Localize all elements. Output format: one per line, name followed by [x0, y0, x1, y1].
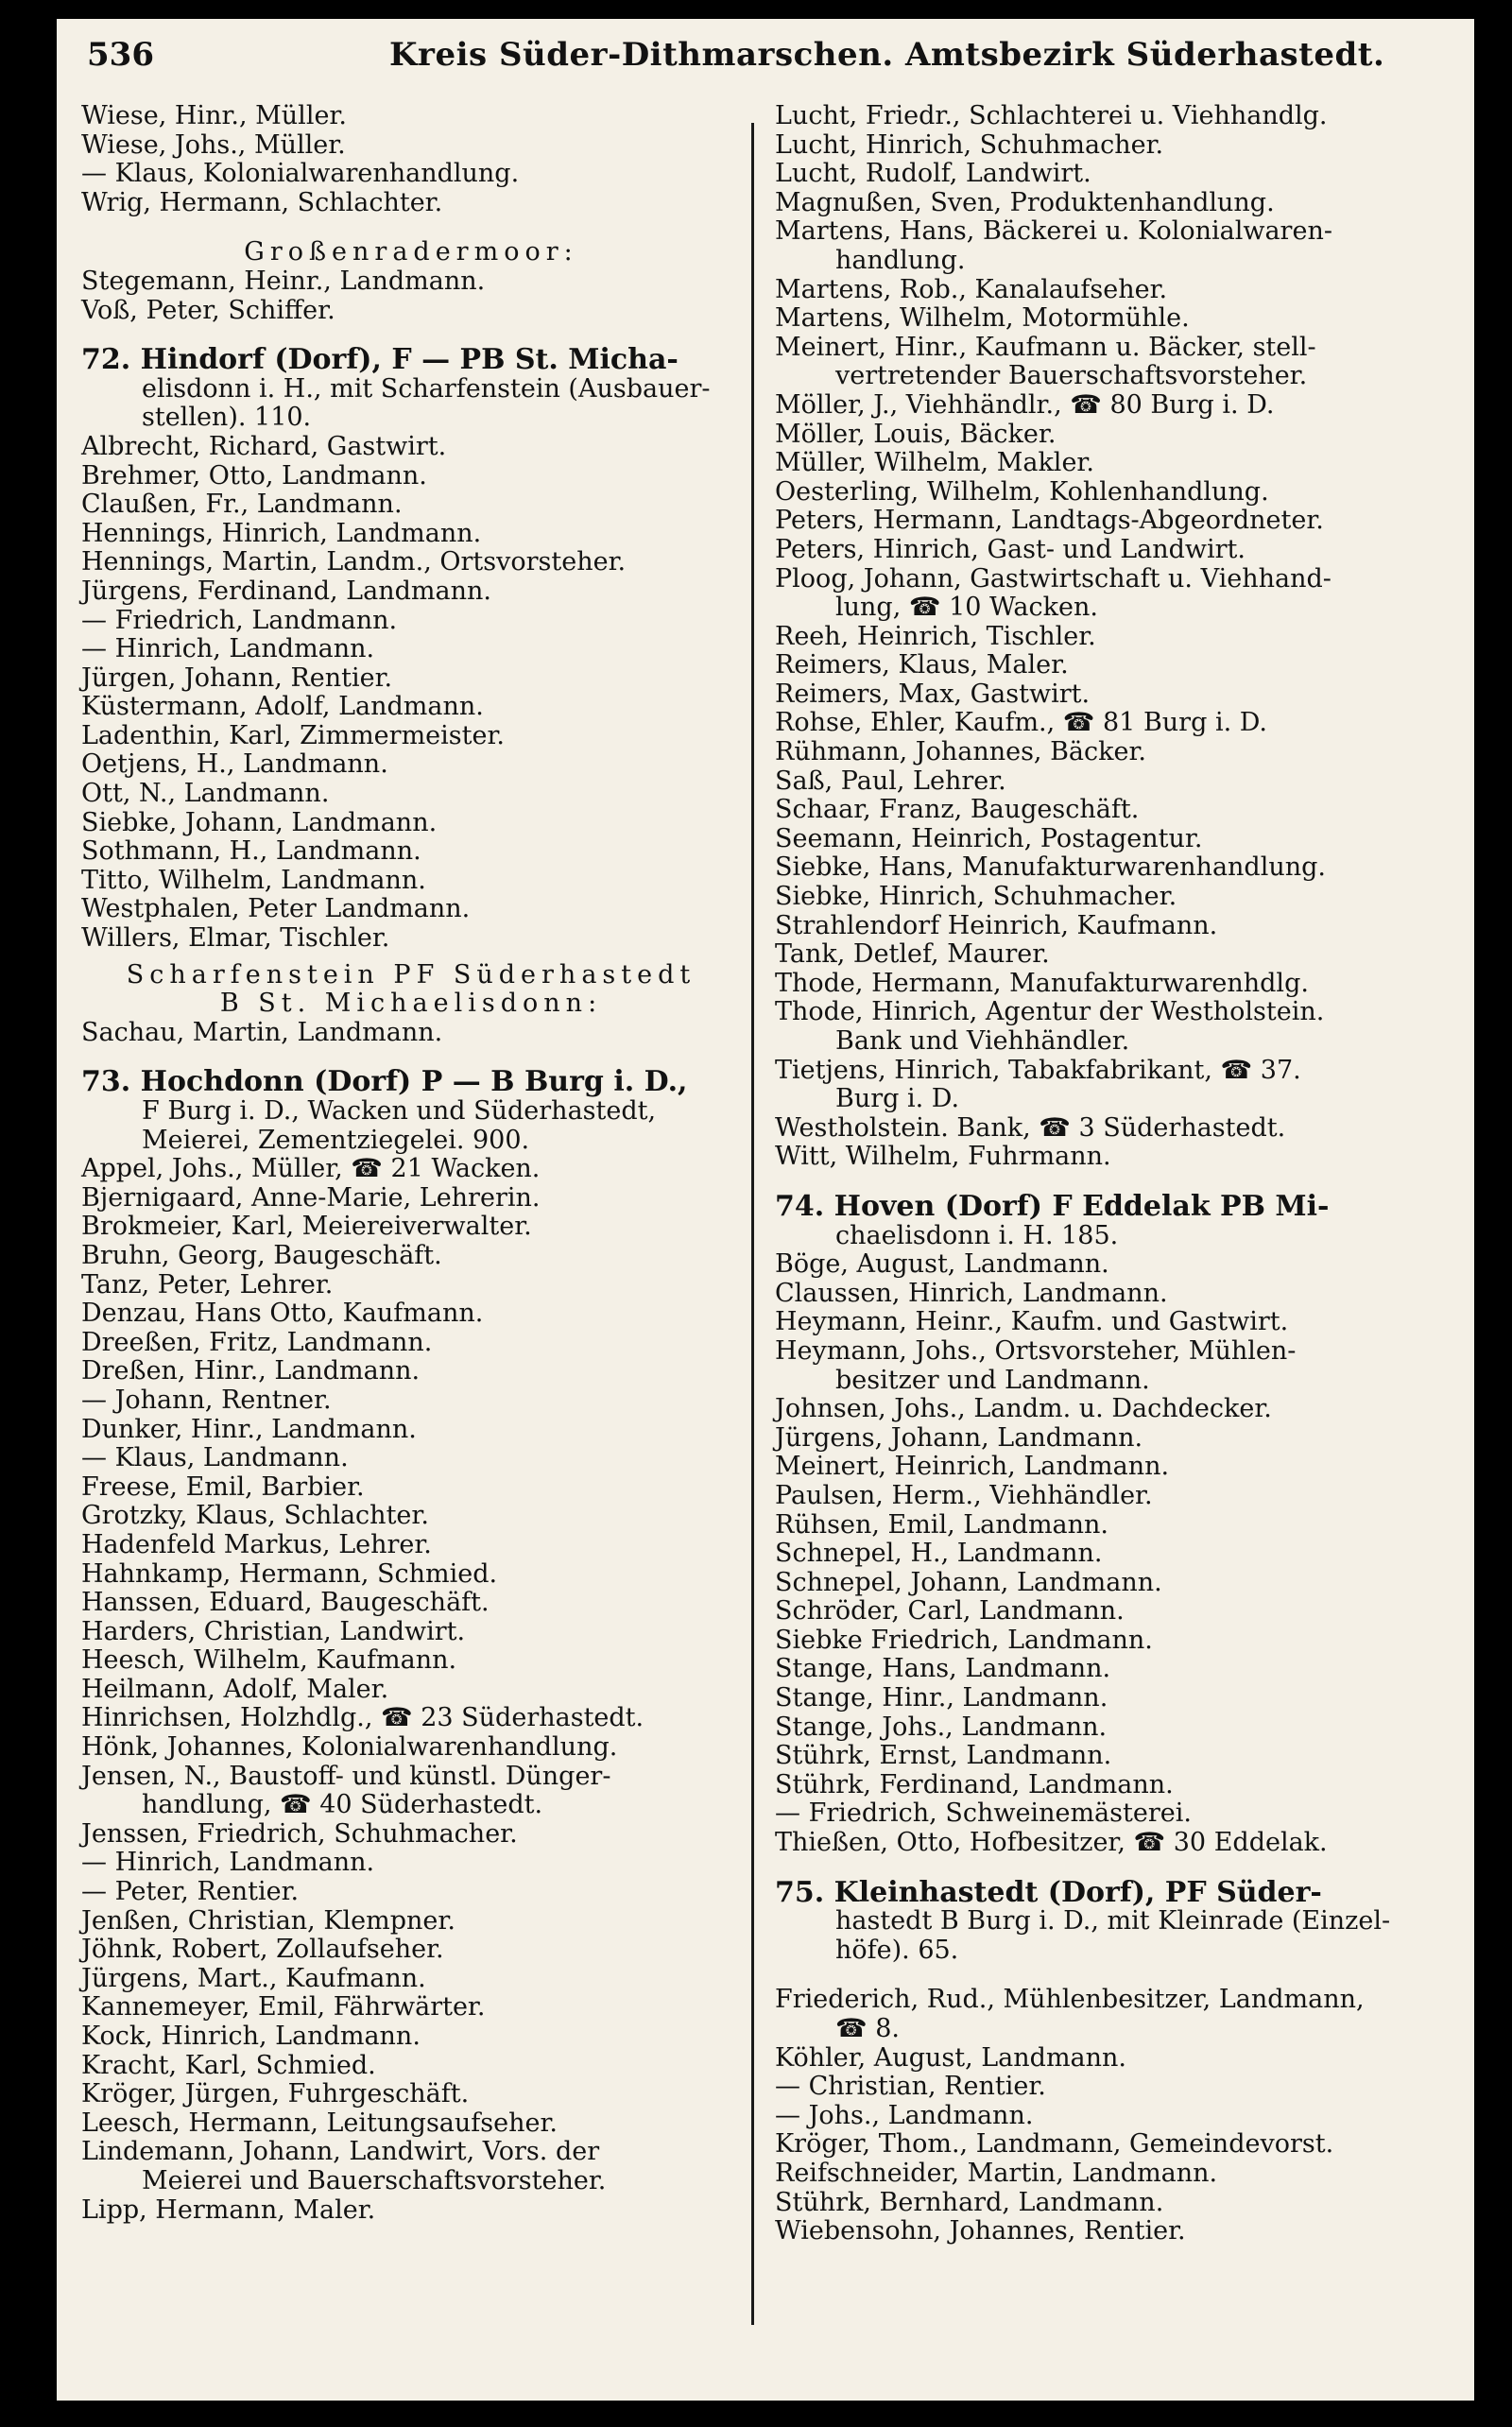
- directory-entry: Siebke, Hans, Manufakturwarenhandlung.: [775, 852, 1326, 883]
- directory-entry: Möller, J., Viehhändlr., ☎ 80 Burg i. D.: [775, 389, 1275, 420]
- directory-entry: Hadenfeld Markus, Lehrer.: [81, 1529, 432, 1559]
- directory-entry: Seemann, Heinrich, Postagentur.: [775, 823, 1203, 853]
- page-number: 536: [87, 36, 154, 74]
- directory-entry: Küstermann, Adolf, Landmann.: [81, 692, 484, 722]
- directory-entry: Magnußen, Sven, Produktenhandlung.: [775, 187, 1275, 217]
- directory-entry: — Friedrich, Landmann.: [81, 605, 398, 635]
- section-spacer: [81, 217, 741, 238]
- directory-entry: Paulsen, Herm., Viehhändler.: [775, 1480, 1153, 1510]
- directory-entry: Albrecht, Richard, Gastwirt.: [81, 431, 447, 461]
- directory-entry: Hanssen, Eduard, Baugeschäft.: [81, 1588, 490, 1618]
- directory-entry: Tank, Detlef, Maurer.: [775, 939, 1050, 970]
- page-header: [87, 36, 1448, 93]
- section-spacer: [775, 1965, 1455, 1986]
- directory-entry: Dunker, Hinr., Landmann.: [81, 1414, 417, 1444]
- locality-subheading: Großenradermoor:: [244, 237, 578, 267]
- directory-entry: Lucht, Friedr., Schlachterei u. Viehhandlg.: [775, 101, 1328, 130]
- directory-entry: — Friedrich, Schweinemästerei.: [775, 1799, 1192, 1829]
- directory-entry: Oetjens, H., Landmann.: [81, 749, 388, 780]
- directory-entry: Grotzky, Klaus, Schlachter.: [81, 1501, 429, 1531]
- directory-entry: — Johs., Landmann.: [775, 2100, 1034, 2130]
- directory-entry: Hönk, Johannes, Kolonialwarenhandlung.: [81, 1732, 618, 1763]
- entry-continuation: vertretender Bauerschaftsvorsteher.: [835, 361, 1308, 391]
- directory-entry: Kröger, Thom., Landmann, Gemeindevorst.: [775, 2129, 1334, 2160]
- entry-continuation: elisdonn i. H., mit Scharfenstein (Ausbauer-: [142, 373, 711, 404]
- directory-entry: Reimers, Klaus, Maler.: [775, 650, 1069, 680]
- entry-continuation: chaelisdonn i. H. 185.: [835, 1220, 1119, 1250]
- directory-entry: Reifschneider, Martin, Landmann.: [775, 2158, 1218, 2188]
- directory-entry: — Hinrich, Landmann.: [81, 1848, 375, 1878]
- directory-entry: Jürgens, Johann, Landmann.: [775, 1422, 1143, 1453]
- directory-entry: Wrig, Hermann, Schlachter.: [81, 187, 443, 217]
- directory-entry: Friederich, Rud., Mühlenbesitzer, Landmann,: [775, 1985, 1365, 2015]
- directory-entry: Heilmann, Adolf, Maler.: [81, 1674, 389, 1704]
- directory-entry: Reimers, Max, Gastwirt.: [775, 679, 1091, 709]
- directory-entry: Möller, Louis, Bäcker.: [775, 419, 1057, 449]
- directory-entry: Rühmann, Johannes, Bäcker.: [775, 737, 1147, 767]
- directory-entry: Sachau, Martin, Landmann.: [81, 1017, 443, 1047]
- directory-entry: Stührk, Ernst, Landmann.: [775, 1741, 1112, 1771]
- page-title: Kreis Süder-Dithmarschen. Amtsbezirk Süderhastedt.: [389, 36, 1385, 74]
- directory-entry: Ott, N., Landmann.: [81, 779, 330, 809]
- directory-entry: Kock, Hinrich, Landmann.: [81, 2022, 421, 2051]
- directory-entry: Martens, Hans, Bäckerei u. Kolonialwaren-: [775, 216, 1332, 247]
- directory-entry: Bruhn, Georg, Baugeschäft.: [81, 1240, 442, 1270]
- directory-entry: Bjernigaard, Anne-Marie, Lehrerin.: [81, 1182, 541, 1213]
- directory-entry: Heymann, Heinr., Kaufm. und Gastwirt.: [775, 1307, 1289, 1337]
- directory-entry: Johnsen, Johs., Landm. u. Dachdecker.: [775, 1394, 1272, 1424]
- municipality-heading: 74. Hoven (Dorf) F Eddelak PB Mi-: [775, 1189, 1330, 1223]
- directory-entry: — Johann, Rentner.: [81, 1385, 332, 1415]
- directory-entry: Lipp, Hermann, Maler.: [81, 2195, 376, 2225]
- directory-entry: Peters, Hermann, Landtags-Abgeordneter.: [775, 506, 1324, 536]
- directory-entry: Stange, Johs., Landmann.: [775, 1712, 1108, 1742]
- directory-entry: Westholstein. Bank, ☎ 3 Süderhastedt.: [775, 1112, 1286, 1143]
- directory-entry: Claußen, Fr., Landmann.: [81, 490, 403, 520]
- entry-continuation: höfe). 65.: [835, 1935, 959, 1965]
- directory-entry: Schnepel, Johann, Landmann.: [775, 1567, 1162, 1597]
- directory-entry: Tanz, Peter, Lehrer.: [81, 1269, 334, 1300]
- entry-continuation: lung, ☎ 10 Wacken.: [835, 593, 1098, 623]
- directory-entry: Wiebensohn, Johannes, Rentier.: [775, 2216, 1186, 2246]
- locality-subheading: B St. Michaelisdonn:: [219, 989, 603, 1019]
- directory-entry: Schaar, Franz, Baugeschäft.: [775, 795, 1140, 825]
- directory-entry: Heesch, Wilhelm, Kaufmann.: [81, 1645, 457, 1676]
- directory-entry: — Klaus, Kolonialwarenhandlung.: [81, 159, 520, 189]
- directory-entry: Lucht, Rudolf, Landwirt.: [775, 159, 1091, 189]
- directory-entry: Schröder, Carl, Landmann.: [775, 1596, 1125, 1627]
- entry-continuation: Meierei und Bauerschaftsvorsteher.: [142, 2165, 607, 2195]
- entry-continuation: besitzer und Landmann.: [835, 1365, 1150, 1395]
- directory-entry: Dreeßen, Fritz, Landmann.: [81, 1327, 433, 1357]
- directory-entry: Hinrichsen, Holzhdlg., ☎ 23 Süderhastedt.: [81, 1703, 644, 1733]
- directory-entry: Martens, Wilhelm, Motormühle.: [775, 303, 1190, 334]
- directory-entry: Martens, Rob., Kanalaufseher.: [775, 274, 1168, 304]
- directory-entry: Schnepel, H., Landmann.: [775, 1539, 1103, 1569]
- directory-entry: Stange, Hans, Landmann.: [775, 1654, 1111, 1684]
- directory-entry: — Peter, Rentier.: [81, 1877, 300, 1907]
- directory-entry: Wiese, Hinr., Müller.: [81, 101, 347, 130]
- directory-entry: Appel, Johs., Müller, ☎ 21 Wacken.: [81, 1154, 541, 1184]
- entry-continuation: stellen). 110.: [142, 403, 312, 433]
- directory-entry: Brehmer, Otto, Landmann.: [81, 460, 427, 491]
- directory-entry: Sothmann, H., Landmann.: [81, 836, 421, 867]
- directory-entry: Meinert, Hinr., Kaufmann u. Bäcker, stell-: [775, 332, 1316, 362]
- directory-entry: Lindemann, Johann, Landwirt, Vors. der: [81, 2137, 600, 2167]
- directory-entry: Oesterling, Wilhelm, Kohlenhandlung.: [775, 476, 1269, 507]
- directory-entry: Jenßen, Christian, Klempner.: [81, 1905, 455, 1936]
- directory-entry: Jensen, N., Baustoff- und künstl. Dünger-: [81, 1761, 611, 1791]
- directory-entry: Stührk, Bernhard, Landmann.: [775, 2187, 1164, 2217]
- directory-entry: Willers, Elmar, Tischler.: [81, 923, 390, 954]
- directory-entry: Lucht, Hinrich, Schuhmacher.: [775, 129, 1164, 160]
- directory-entry: Jürgens, Ferdinand, Landmann.: [81, 576, 491, 606]
- entry-continuation: handlung, ☎ 40 Süderhastedt.: [142, 1790, 543, 1820]
- municipality-heading: 72. Hindorf (Dorf), F — PB St. Micha-: [81, 343, 679, 377]
- directory-entry: Voß, Peter, Schiffer.: [81, 295, 335, 325]
- directory-entry: Strahlendorf Heinrich, Kaufmann.: [775, 910, 1218, 940]
- directory-entry: Heymann, Johs., Ortsvorsteher, Mühlen-: [775, 1335, 1297, 1366]
- directory-entry: — Klaus, Landmann.: [81, 1443, 349, 1473]
- directory-entry: Reeh, Heinrich, Tischler.: [775, 621, 1096, 651]
- directory-entry: Jöhnk, Robert, Zollaufseher.: [81, 1935, 444, 1965]
- directory-entry: Claussen, Hinrich, Landmann.: [775, 1278, 1168, 1308]
- entry-continuation: handlung.: [835, 245, 966, 275]
- directory-entry: Ladenthin, Karl, Zimmermeister.: [81, 720, 505, 750]
- right-column: [775, 102, 1455, 2246]
- directory-entry: Jürgens, Mart., Kaufmann.: [81, 1963, 426, 1993]
- directory-entry: Müller, Wilhelm, Makler.: [775, 448, 1094, 478]
- municipality-heading: 75. Kleinhastedt (Dorf), PF Süder-: [775, 1875, 1322, 1909]
- directory-entry: Leesch, Hermann, Leitungsaufseher.: [81, 2108, 558, 2138]
- directory-entry: Brokmeier, Karl, Meiereiverwalter.: [81, 1212, 532, 1242]
- left-column: [81, 102, 741, 2225]
- directory-entry: — Hinrich, Landmann.: [81, 634, 375, 664]
- directory-entry: Jürgen, Johann, Rentier.: [81, 663, 393, 693]
- directory-entry: Witt, Wilhelm, Fuhrmann.: [775, 1142, 1111, 1172]
- entry-continuation: hastedt B Burg i. D., mit Kleinrade (Einzel-: [835, 1906, 1391, 1936]
- directory-entry: Meinert, Heinrich, Landmann.: [775, 1452, 1170, 1482]
- directory-entry: Siebke, Johann, Landmann.: [81, 807, 438, 837]
- directory-entry: Rohse, Ehler, Kaufm., ☎ 81 Burg i. D.: [775, 708, 1268, 738]
- entry-continuation: F Burg i. D., Wacken und Süderhastedt,: [142, 1096, 657, 1126]
- directory-entry: Stange, Hinr., Landmann.: [775, 1683, 1108, 1713]
- directory-entry: Siebke Friedrich, Landmann.: [775, 1625, 1153, 1655]
- directory-entry: Jenssen, Friedrich, Schuhmacher.: [81, 1818, 518, 1849]
- directory-entry: Titto, Wilhelm, Landmann.: [81, 865, 426, 895]
- directory-entry: Dreßen, Hinr., Landmann.: [81, 1356, 421, 1386]
- directory-entry: Böge, August, Landmann.: [775, 1249, 1109, 1280]
- directory-entry: Westphalen, Peter Landmann.: [81, 894, 471, 924]
- directory-entry: Wiese, Johs., Müller.: [81, 129, 346, 160]
- directory-entry: Hennings, Hinrich, Landmann.: [81, 518, 482, 548]
- directory-entry: Thode, Hermann, Manufakturwarenhdlg.: [775, 968, 1309, 998]
- directory-entry: Köhler, August, Landmann.: [775, 2042, 1127, 2073]
- directory-entry: Hennings, Martin, Landm., Ortsvorsteher.: [81, 547, 627, 577]
- directory-entry: Kracht, Karl, Schmied.: [81, 2050, 376, 2080]
- entry-continuation: Meierei, Zementziegelei. 900.: [142, 1125, 530, 1155]
- directory-entry: Saß, Paul, Lehrer.: [775, 766, 1006, 796]
- entry-continuation: Burg i. D.: [835, 1084, 960, 1114]
- directory-page: [57, 19, 1474, 2401]
- entry-continuation: ☎ 8.: [835, 2014, 900, 2043]
- directory-entry: Kröger, Jürgen, Fuhrgeschäft.: [81, 2079, 470, 2109]
- directory-entry: Thießen, Otto, Hofbesitzer, ☎ 30 Eddelak.: [775, 1828, 1328, 1858]
- directory-entry: Freese, Emil, Barbier.: [81, 1472, 365, 1502]
- directory-entry: Ploog, Johann, Gastwirtschaft u. Viehhand-: [775, 563, 1332, 594]
- directory-entry: Stührk, Ferdinand, Landmann.: [775, 1769, 1174, 1799]
- directory-entry: Hahnkamp, Hermann, Schmied.: [81, 1558, 498, 1589]
- directory-entry: Siebke, Hinrich, Schuhmacher.: [775, 882, 1177, 912]
- directory-entry: Kannemeyer, Emil, Fährwärter.: [81, 1992, 486, 2022]
- directory-entry: Denzau, Hans Otto, Kaufmann.: [81, 1299, 484, 1329]
- directory-entry: Stegemann, Heinr., Landmann.: [81, 266, 486, 296]
- directory-entry: Tietjens, Hinrich, Tabakfabrikant, ☎ 37.: [775, 1055, 1301, 1085]
- directory-entry: Peters, Hinrich, Gast- und Landwirt.: [775, 534, 1246, 564]
- locality-subheading: Scharfenstein PF Süderhastedt: [126, 959, 696, 990]
- directory-entry: Thode, Hinrich, Agentur der Westholstein.: [775, 997, 1325, 1027]
- directory-entry: — Christian, Rentier.: [775, 2072, 1046, 2102]
- directory-entry: Rühsen, Emil, Landmann.: [775, 1509, 1109, 1540]
- column-divider: [751, 123, 754, 2325]
- entry-continuation: Bank und Viehhändler.: [835, 1026, 1130, 1056]
- municipality-heading: 73. Hochdonn (Dorf) P — B Burg i. D.,: [81, 1065, 688, 1099]
- directory-entry: Harders, Christian, Landwirt.: [81, 1616, 466, 1646]
